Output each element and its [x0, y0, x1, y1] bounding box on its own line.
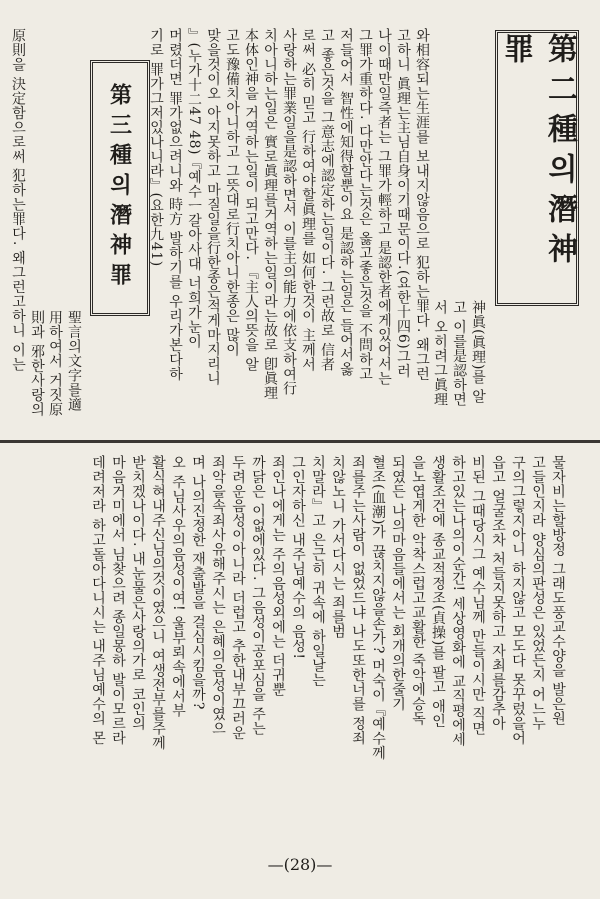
text-column: 데려저라 하고돌아다니시는 내주님예수의 몬: [90, 455, 106, 746]
text-column: 와相容되는生涯를 보내지않음으로 犯하는罪다. 왜그런: [414, 28, 430, 382]
text-column: 則과 邪한사랑의: [29, 310, 45, 417]
text-column: 두려운음성이아니라 더럽고 추한내부끄러운: [230, 455, 246, 741]
text-column: 고 좋은것을 그意志에認定하는일이다. 그런故로 信者: [319, 28, 335, 372]
text-column: 치아니하는일은 實로眞理를거역하는일이라는故로 卽眞理: [262, 28, 278, 401]
text-column: 받치겠나이다. 내눈물은사랑의가로 코인의: [130, 455, 146, 731]
text-column: 오 주님사우의음성이여! 울부뢰속에서부: [170, 455, 186, 718]
text-column: 마음거미에서 님찾으려 종일몽하 발이모르라: [110, 455, 126, 746]
text-column: 구의그렇지아니 하지않고 모도다 못꾸렀을어: [510, 455, 526, 746]
text-column: 을노엽게한 악착스럽고교활한 죽악에승독: [410, 455, 426, 726]
text-column: 치말라』고 은근히 귀속에 하일날는: [310, 455, 326, 688]
text-column: 치않노니 가서다시는 죄를범: [330, 455, 346, 639]
page-number: —(28)—: [267, 855, 333, 874]
text-column: 原則을 決定함으로써 犯하는罪다. 왜그런고하니 이는: [10, 28, 26, 372]
text-column: 머렸더면 罪가없으려니와 時方 발하기를 우리가본다하: [167, 28, 183, 382]
text-column: 서 오히려그眞理: [432, 300, 448, 407]
text-column: 기로 罪가그저있나니라』(요한九41): [148, 28, 164, 267]
text-column: 고 이를是認하면: [451, 300, 467, 407]
text-column: 그罪가重하다. 다만안다는것은 옳고좋은것을 不問하고: [357, 28, 373, 382]
text-column: 고도豫備치아니하고 그뜻대로行치아니한종은 많이: [224, 28, 240, 357]
text-column: 』(누가十二47 48)『예수ㅡ갈아사대 너희가눈이: [186, 28, 202, 349]
text-column: 까닭은 이없에있다. 그음성이공포심을 주는: [250, 455, 266, 736]
text-column: 고하니 眞理는主님自身이기때문이다.(요한十四6)그러: [395, 28, 411, 379]
text-column: 비된 그때당시그 예수님께 만들이시만 직면: [470, 455, 486, 736]
section-title-box: [90, 60, 150, 316]
text-column: 죄인나에게는 주의음성외에는 더귀뿐: [270, 455, 286, 697]
text-column: 神眞(眞理)를 알: [470, 300, 486, 404]
text-column: 사랑하는罪業일을是認하면서 이를主의能力에依支하여行: [281, 28, 297, 396]
text-column: 생활조건에 종교적정조(貞操)를 팔고 애인: [430, 455, 446, 729]
section-title: 第三種의潛神罪: [106, 83, 133, 293]
text-column: 혈조(血潮)가 끊치지않을손가? 머숙이『예수께: [370, 455, 386, 761]
text-column: 그인자하신 내주님예수의 음성!: [290, 455, 306, 660]
text-column: 물자비는할방정 그래도풍교수양을 발은원: [550, 455, 566, 726]
text-column: 로써 必히 믿고 行하여야할眞理를 如何한것이 主께서: [300, 28, 316, 372]
text-column: 하고있는나의이순간! 세상영화에 교직평에세: [450, 455, 466, 747]
text-column: 되였든 나의마음들에서는 회개의한줄기: [390, 455, 406, 712]
text-column: 맞을것이오 아지못하고 마질일을行한종은적게마지리니: [205, 28, 221, 386]
text-column: 나이때만일즉者는 그罪가輕하고 是認한者에게있어서는: [376, 28, 392, 386]
text-column: 활식혀내주신님의것이였으니 여생전부를주께: [150, 455, 166, 750]
section-title: 第二種의潛神罪: [498, 33, 577, 273]
text-column: 本体인神을 거역하는일이 되고만다. 『主人의뜻을 알: [243, 28, 259, 372]
section-title-box: [495, 30, 579, 306]
text-column: 고들인지라 양심의판성은 있었든지 어느누: [530, 455, 546, 731]
text-column: 저들어서 智性에知得할뿐이요 是認하는일은 들어서옳: [338, 28, 354, 377]
text-column: 며 나의진정한 재출발을 걸심시킴을까?: [190, 455, 206, 710]
text-column: 죄악을속죄사유해주시는 은혜의음성이였으: [210, 455, 226, 736]
text-column: 읍고 얼굴조차 처들지못하고 자최를감추아: [490, 455, 506, 731]
text-column: 聖言의文字를適: [66, 310, 82, 412]
text-column: 죄를주는사람이 없었드냐 나도또한너를 정죄: [350, 455, 366, 746]
text-column: 用하여서 거짓原: [47, 310, 63, 417]
section-divider: [0, 440, 600, 443]
